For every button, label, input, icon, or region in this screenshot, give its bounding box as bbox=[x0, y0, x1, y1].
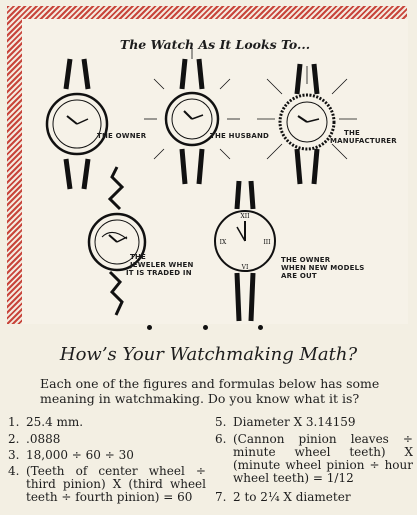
separator-dot bbox=[147, 325, 152, 330]
banner-title: The Watch As It Looks To... bbox=[119, 37, 311, 52]
caption-manufacturer-1: THE bbox=[344, 129, 361, 137]
svg-text:VI: VI bbox=[241, 264, 249, 271]
svg-text:III: III bbox=[263, 239, 271, 246]
caption-husband: THE HUSBAND bbox=[210, 132, 270, 140]
svg-text:XII: XII bbox=[240, 213, 250, 220]
watch-owner-new-models-illustration bbox=[207, 181, 282, 326]
watch-jeweler-illustration bbox=[82, 167, 152, 317]
svg-text:IX: IX bbox=[219, 239, 227, 246]
watch-husband-illustration bbox=[152, 49, 232, 189]
caption-jeweler-3: IT IS TRADED IN bbox=[126, 269, 192, 277]
list-item: 6. (Cannon pinion leaves ÷ minute wheel teeth) X (minute wheel pinion ÷ hour wheel teeth) = 1/12 bbox=[215, 432, 413, 485]
section-title: How’s Your Watchmaking Math? bbox=[59, 344, 358, 365]
caption-owner-new-2: WHEN NEW MODELS bbox=[281, 264, 365, 272]
intro-paragraph: Each one of the figures and formulas below has some meaning in watchmaking. Do you know what it is? bbox=[40, 376, 380, 406]
caption-jeweler-2: JEWELER WHEN bbox=[130, 261, 194, 269]
caption-owner-new-3: ARE OUT bbox=[281, 272, 317, 280]
illustration-frame bbox=[7, 6, 407, 324]
caption-manufacturer-2: MANUFACTURER bbox=[330, 137, 397, 145]
separator-dot bbox=[258, 325, 263, 330]
caption-owner-new-1: THE OWNER bbox=[281, 256, 331, 264]
illustration-panel bbox=[22, 19, 408, 324]
caption-owner: THE OWNER bbox=[97, 132, 147, 140]
separator-dots bbox=[0, 325, 417, 333]
caption-jeweler-1: THE bbox=[130, 253, 147, 261]
separator-dot bbox=[203, 325, 208, 330]
list-item: 4. (Teeth of center wheel ÷ third pinion) X (third wheel teeth ÷ fourth pinion) = 60 bbox=[8, 464, 206, 504]
watch-manufacturer-illustration bbox=[267, 64, 347, 194]
